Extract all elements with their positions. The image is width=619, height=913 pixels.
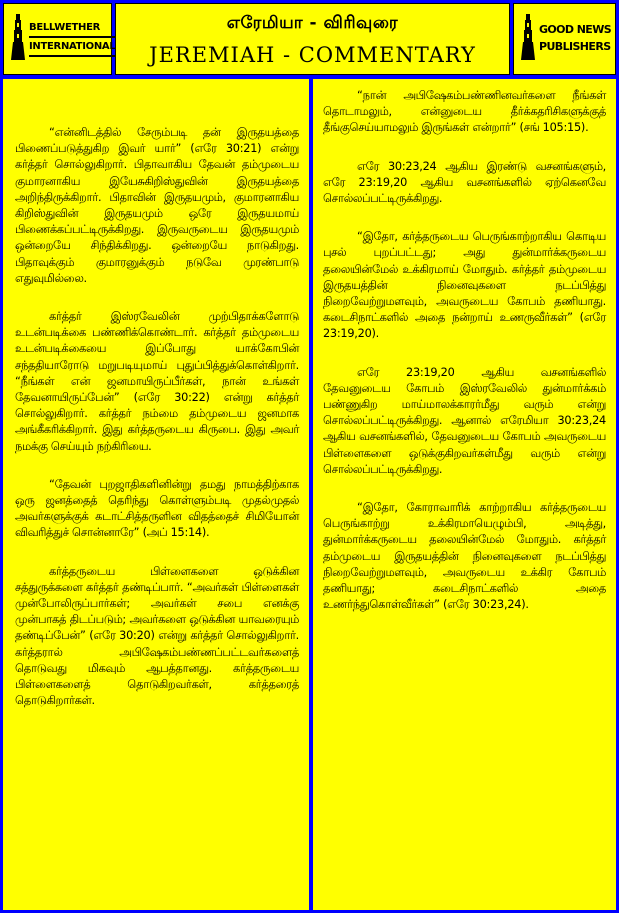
right-column — [313, 79, 616, 910]
paragraph: “இதோ, கர்த்தருடைய பெருங்காற்றாகிய கொடிய புசல் புறப்பட்டது; அது துன்மார்க்கருடைய தலையின்மேல் உக்கிரமாய் மோதும். கர்த்தர் தம்முடைய இருதயத்தின் நினைவுகளை நடப்பித்து நிறைவேற்றுமளவும், அவருடைய கோபம் தணியாது. கடைசிநாட்களில் அதை நன்றாய் உணருவீர்கள்” (எரே 23:19,20). — [323, 230, 606, 341]
paragraph: எரே 23:19,20 ஆகிய வசனங்களில் தேவனுடைய கோபம் இஸ்ரவேலில் துன்மார்க்கம் பண்ணுகிற மாய்மாலக்காரர்மீது வரும் என்று சொல்லப்பட்டிருக்கிறது. ஆனால் எரேமியா 30:23,24 ஆகிய வசனங்களில், தேவனுடைய கோபம் அவருடைய பிள்ளைகளை ஒடுக்குகிறவர்கள்மீது வரும் என்று சொல்லப்பட்டிருக்கிறது. — [323, 365, 606, 476]
paragraph: “நான் அபிஷேகம்பண்ணினவர்களை நீங்கள் தொடாமலும், என்னுடைய தீர்க்கதரிசிகளுக்குத் தீங்குசெய்யாமலும் இருங்கள் என்றார்” (சங் 105:15). — [323, 89, 606, 135]
title-tamil: எரேமியா - விரிவுரை — [226, 13, 399, 33]
paragraph: கர்த்தருடைய பிள்ளைகளை ஒடுக்கின சத்துருக்களை கர்த்தர் தண்டிப்பார். “அவர்கள் பிள்ளைகள் முன்போலிருப்பார்கள்; அவர்கள் சபை எனக்கு முன்பாகத் திடப்படும்; அவர்களை ஒடுக்கின யாவரையும் தண்டிப்பேன்” (எரே 30:20) என்று கர்த்தர் சொல்லுகிறார். கர்த்தரால் அபிஷேகம்பண்ணப்பட்டவர்களைத் தொடுவது மிகவும் ஆபத்தானது. கர்த்தருடைய பிள்ளைகளைத் தொடுகிறவர்கள், கர்த்தரைத் தொடுகிறார்கள். — [15, 564, 299, 708]
bellwether-line1: BELLWETHER — [29, 22, 115, 38]
tower-icon — [10, 14, 26, 60]
good-news-line1: GOOD NEWS — [539, 23, 612, 36]
bellwether-line2: INTERNATIONAL — [29, 41, 115, 57]
left-column — [3, 79, 309, 910]
good-news-logo — [520, 14, 611, 60]
bellwether-logo — [10, 14, 115, 60]
title-english: JEREMIAH - COMMENTARY — [149, 43, 476, 67]
good-news-logo-text — [539, 23, 611, 57]
paragraph: “என்னிடத்தில் சேரும்படி தன் இருதயத்தை பிணைப்படுத்துகிற இவர் யார்” (எரே 30:21) என்று கர்த்தர் சொல்லுகிறார். பிதாவாகிய தேவன் தம்முடைய குமாரனாகிய இயேசுகிறிஸ்துவின் இருதயத்தை அறிந்திருக்கிறார். பிதாவின் இருதயமும், குமாரனாகிய கிறிஸ்துவின் இருதயமும் ஒரே இருதயமாய் பிணைக்கப்பட்டிருக்கிறது. இருவருடைய இருதயமும் ஒன்றையே சிந்திக்கிறது. ஒன்றையே நாடுகிறது. பிதாவுக்கும் குமாரனுக்கும் நடுவே முரண்பாடு எதுவுமில்லை. — [15, 126, 299, 285]
good-news-line2: PUBLISHERS — [539, 40, 611, 53]
header-left-logo-box — [3, 3, 116, 75]
header-title-box — [115, 3, 510, 75]
paragraph: “தேவன் புறஜாதிகளினின்று தமது நாமத்திற்காக ஒரு ஜனத்தைத் தெரிந்து கொள்ளும்படி முதல்முதல் அவர்களுக்குக் கடாட்சித்தருளின விதத்தைச் சிமியோன் விவரித்துச் சொன்னாரே” (அப் 15:14). — [15, 477, 299, 540]
paragraph: எரே 30:23,24 ஆகிய இரண்டு வசனங்களும், எரே 23:19,20 ஆகிய வசனங்களில் ஏற்கெனவே சொல்லப்பட்டிருக்கிறது. — [323, 159, 606, 206]
paragraph: “இதோ, கோராவாரிக் காற்றாகிய கர்த்தருடைய பெருங்காற்று உக்கிரமாயெழும்பி, அடித்து, துன்மார்க்கருடைய தலையின்மேல் மோதும். கர்த்தர் தம்முடைய இருதயத்தின் நினைவுகளை நடப்பித்து நிறைவேற்றுமளவும், அவருடைய உக்கிர கோபம் தணியாது; கடைசிநாட்களில் அதை உணர்ந்துகொள்வீர்கள்” (எரே 30:23,24). — [323, 501, 606, 612]
header-right-logo-box — [513, 3, 616, 75]
paragraph: கர்த்தர் இஸ்ரவேலின் முற்பிதாக்களோடு உடன்படிக்கை பண்ணிக்கொண்டார். கர்த்தர் தம்முடைய உடன்படிக்கையை இப்போது யாக்கோபின் சந்ததியாரோடு மறுபடியுமாய் புதுப்பித்துக்கொள்கிறார். “நீங்கள் என் ஜனமாயிருப்பீர்கள், நான் உங்கள் தேவனாயிருப்பேன்” (எரே 30:22) என்று கர்த்தர் சொல்லுகிறார். கர்த்தர் நம்மை தம்முடைய ஜனமாக அங்கீகரிக்கிறார். இது கர்த்தருடைய கிருபை. இது அவர் நமக்கு செய்யும் நற்கிரியை. — [15, 310, 299, 453]
bellwether-logo-text — [29, 22, 115, 60]
tower-icon — [520, 14, 536, 60]
